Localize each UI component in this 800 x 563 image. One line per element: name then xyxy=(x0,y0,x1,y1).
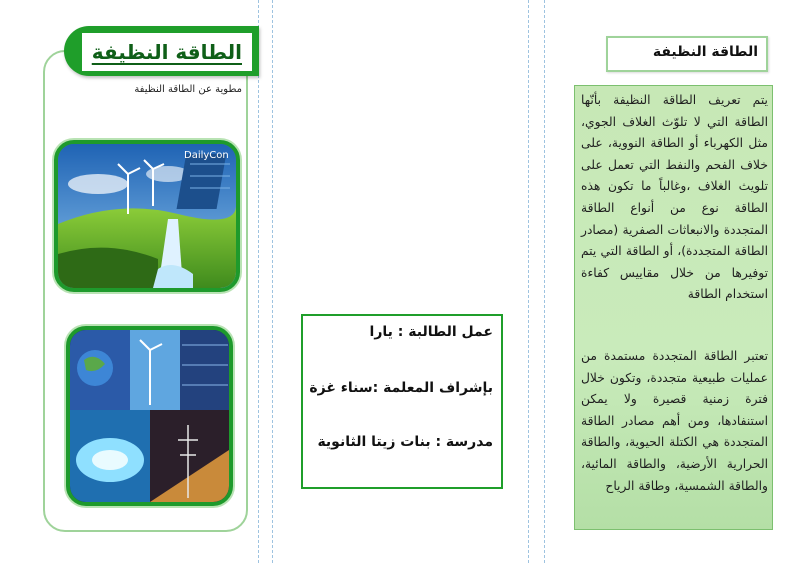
section-heading: الطاقة النظيفة xyxy=(652,44,758,60)
cover-title: الطاقة النظيفة xyxy=(91,40,242,64)
student-name: عمل الطالبة : يارا xyxy=(369,324,493,340)
credits-box xyxy=(301,314,503,489)
section-heading-box xyxy=(606,36,768,72)
collage-illustration xyxy=(70,330,229,502)
school-name: مدرسة : بنات زيتا الثانوية xyxy=(317,434,493,450)
fold-guide-4 xyxy=(544,0,545,563)
definition-text-box xyxy=(574,85,773,530)
fold-guide-1 xyxy=(258,0,259,563)
fold-guide-2 xyxy=(272,0,273,563)
teacher-name: بإشراف المعلمة :سناء غزة xyxy=(309,380,493,396)
renewable-paragraph: تعتبر الطاقة المتجددة مستمدة من عمليات طبيعية متجددة، وتكون خلال فترة زمنية قصيرة ولا يمكن استنفادها، ومن أهم مصادر الطاقة المتجددة هي الكتلة الحيوية، والطاقة الحرارية الأرضية، والطاقة المائية، والطاقة الشمسية، وطاقة الرياح xyxy=(581,349,768,493)
definition-paragraph: يتم تعريف الطاقة النظيفة بأنّها الطاقة التي لا تلوّث الغلاف الجوي، مثل الكهرباء أو الطاقة النووية، على خلاف الفحم والنفط التي تعمل على تلويث الغلاف ،وغالباً ما تكون هذه الطاقة نوع من أنواع الطاقة المتجددة والانبعاثات الصفرية (مصادر الطاقة المتجددة)، أو الطاقة التي يتم توفيرها من خلال مقاييس كفاءة استخدام الطاقة xyxy=(581,93,768,302)
renewable-sources-collage xyxy=(66,326,233,506)
fold-guide-3 xyxy=(528,0,529,563)
cover-subtitle: مطوية عن الطاقة النظيفة xyxy=(134,84,242,95)
photo-watermark: DailyCon xyxy=(184,150,229,161)
landscape-illustration xyxy=(58,144,236,288)
landscape-energy-image xyxy=(54,140,240,292)
